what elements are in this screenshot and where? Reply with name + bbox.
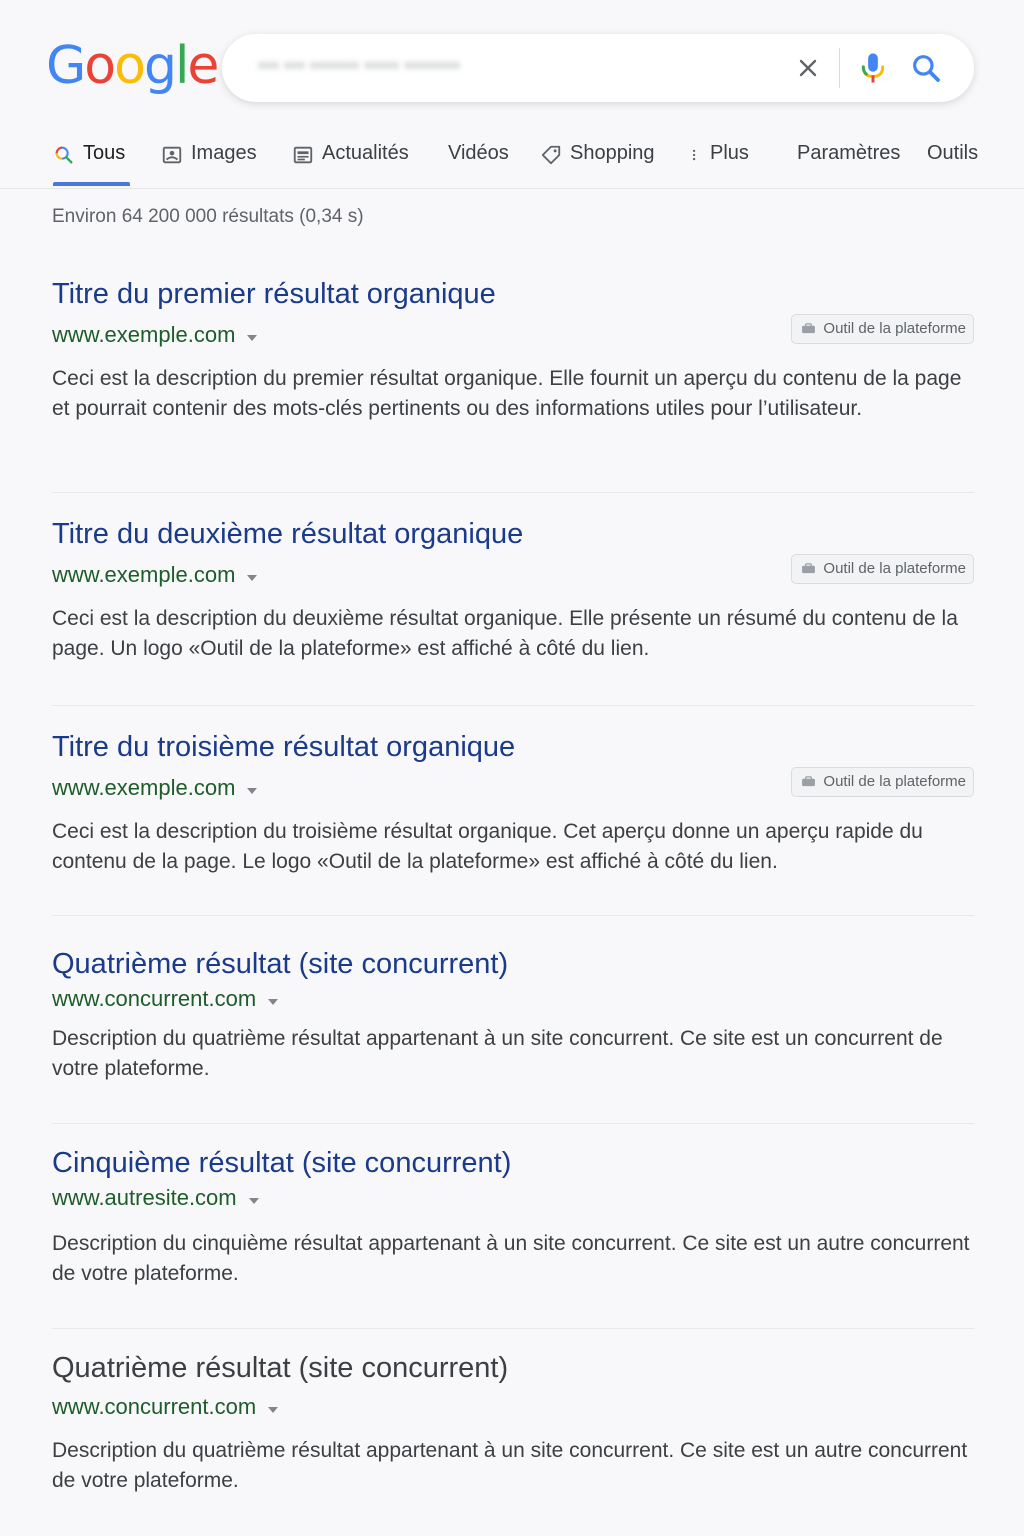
- result-url-row: [52, 986, 974, 1018]
- search-input[interactable]: [256, 54, 760, 84]
- search-result: [52, 276, 974, 424]
- tab-news[interactable]: [292, 142, 409, 188]
- result-url-row: [52, 562, 974, 594]
- briefcase-icon: [801, 563, 816, 574]
- result-url-row: [52, 1185, 974, 1217]
- header: [0, 0, 1024, 189]
- tab-label: Paramètres: [797, 142, 901, 164]
- tab-videos[interactable]: [448, 142, 509, 188]
- briefcase-icon: [801, 323, 816, 334]
- google-logo[interactable]: [46, 36, 217, 96]
- result-title-link[interactable]: Titre du deuxième résultat organique: [52, 518, 524, 550]
- tab-label: Shopping: [570, 142, 655, 164]
- result-title-link[interactable]: Quatrième résultat (site concurrent): [52, 1352, 509, 1384]
- badge-label: Outil de la plateforme: [823, 320, 966, 337]
- tab-label: Tous: [83, 142, 126, 164]
- result-divider: [52, 1328, 974, 1329]
- result-title-link[interactable]: Titre du premier résultat organique: [52, 278, 496, 310]
- result-description: Description du cinquième résultat appartenant à un site concurrent. Ce site est un autre concurrent de votre plateforme.: [52, 1232, 970, 1285]
- result-description: Description du quatrième résultat appartenant à un site concurrent. Ce site est un concurrent de votre plateforme.: [52, 1027, 943, 1080]
- briefcase-icon: [801, 776, 816, 787]
- search-result: [52, 946, 974, 1084]
- search-multicolor-icon: [53, 144, 75, 166]
- search-icon[interactable]: [910, 52, 942, 84]
- platform-badge: [791, 767, 974, 797]
- result-title-link[interactable]: Titre du troisième résultat organique: [52, 731, 516, 763]
- result-divider: [52, 705, 974, 706]
- chevron-down-icon[interactable]: [249, 1198, 259, 1204]
- search-divider: [839, 48, 840, 88]
- search-box: [222, 34, 974, 102]
- search-result: [52, 1350, 974, 1496]
- result-stats: Environ 64 200 000 résultats (0,34 s): [52, 206, 364, 227]
- result-url-row: [52, 322, 974, 354]
- result-url[interactable]: www.exemple.com: [52, 322, 236, 347]
- chevron-down-icon[interactable]: [247, 335, 257, 341]
- tab-more[interactable]: [690, 142, 749, 188]
- chevron-down-icon[interactable]: [268, 1407, 278, 1413]
- result-divider: [52, 492, 974, 493]
- more-vert-icon: [690, 144, 704, 166]
- result-divider: [52, 1123, 974, 1124]
- result-title-link[interactable]: Quatrième résultat (site concurrent): [52, 948, 509, 980]
- search-result: [52, 516, 974, 664]
- result-url[interactable]: www.concurrent.com: [52, 1394, 257, 1419]
- result-url[interactable]: www.exemple.com: [52, 562, 236, 587]
- tab-label: Images: [191, 142, 257, 164]
- platform-badge: [791, 314, 974, 344]
- logo-letter-o2: o: [114, 36, 144, 96]
- result-url[interactable]: www.exemple.com: [52, 775, 236, 800]
- tag-icon: [540, 144, 562, 166]
- badge-label: Outil de la plateforme: [823, 773, 966, 790]
- platform-badge: [791, 554, 974, 584]
- search-result: [52, 1145, 974, 1289]
- tab-shopping[interactable]: [540, 142, 655, 188]
- search-tabs: [0, 132, 1024, 188]
- result-url-row: [52, 1394, 974, 1426]
- result-title-link[interactable]: Cinquième résultat (site concurrent): [52, 1147, 512, 1179]
- tab-tools[interactable]: [927, 142, 978, 188]
- news-icon: [292, 144, 314, 166]
- logo-letter-l: l: [174, 36, 188, 96]
- tab-label: Actualités: [322, 142, 409, 164]
- tab-label: Outils: [927, 142, 979, 164]
- logo-letter-e: e: [187, 36, 218, 96]
- close-icon[interactable]: [794, 54, 822, 82]
- result-description: Ceci est la description du deuxième résultat organique. Elle présente un résumé du contenu de la page. Un logo «Outil de la plateforme» est affiché à côté du lien.: [52, 607, 958, 660]
- chevron-down-icon[interactable]: [268, 999, 278, 1005]
- result-url[interactable]: www.concurrent.com: [52, 986, 257, 1011]
- active-tab-indicator: [53, 182, 130, 186]
- logo-letter-g: G: [46, 36, 85, 96]
- chevron-down-icon[interactable]: [247, 788, 257, 794]
- result-description: Ceci est la description du troisième résultat organique. Cet aperçu donne un aperçu rapide du contenu de la page. Le logo «Outil de la plateforme» est affiché à côté du lien.: [52, 820, 923, 873]
- logo-letter-g2: g: [143, 36, 175, 96]
- result-divider: [52, 915, 974, 916]
- microphone-icon[interactable]: [858, 51, 888, 85]
- result-description: Ceci est la description du premier résultat organique. Elle fournit un aperçu du contenu de la page et pourrait contenir des mots-clés pertinents ou des informations utiles pour l’utilisateur.: [52, 367, 962, 420]
- tab-label: Vidéos: [448, 142, 509, 164]
- chevron-down-icon[interactable]: [247, 575, 257, 581]
- image-icon: [161, 144, 183, 166]
- tab-label: Plus: [710, 142, 749, 164]
- result-url[interactable]: www.autresite.com: [52, 1185, 237, 1210]
- result-url-row: [52, 775, 974, 807]
- badge-label: Outil de la plateforme: [823, 560, 966, 577]
- tab-settings[interactable]: [797, 142, 900, 188]
- logo-letter-o1: o: [84, 36, 115, 96]
- result-description: Description du quatrième résultat appartenant à un site concurrent. Ce site est un autre concurrent de votre plateforme.: [52, 1439, 968, 1492]
- search-result: [52, 729, 974, 877]
- tab-images[interactable]: [161, 142, 257, 188]
